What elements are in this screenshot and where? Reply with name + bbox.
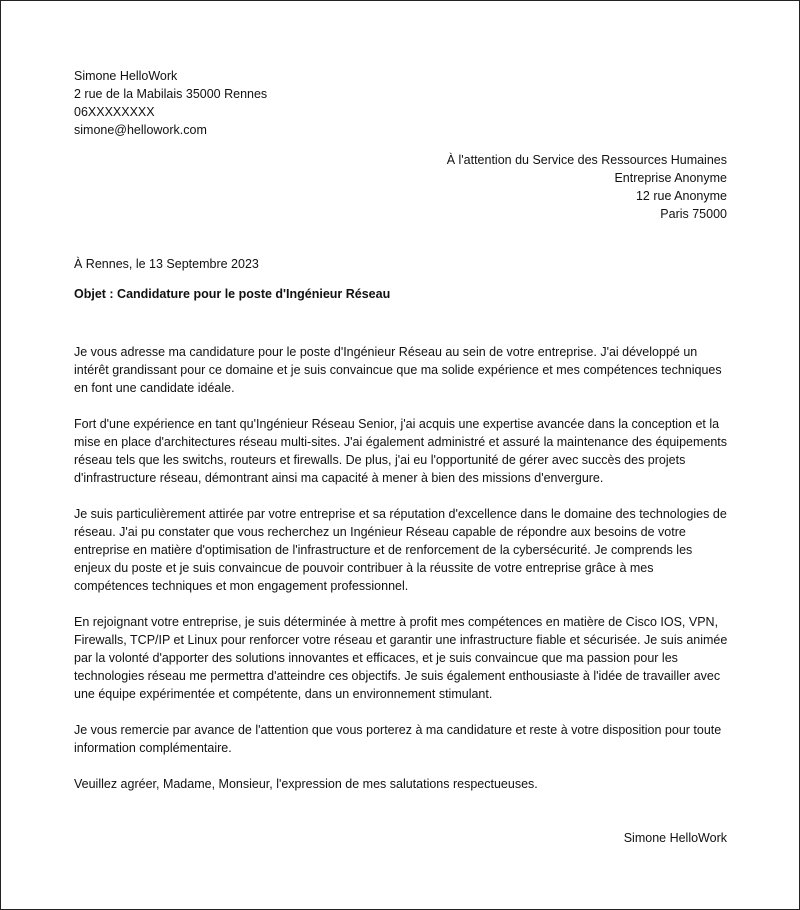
sender-address: 2 rue de la Mabilais 35000 Rennes: [74, 87, 268, 101]
sender-phone: 06XXXXXXXX: [74, 105, 155, 119]
sender-name: Simone HelloWork: [74, 69, 178, 83]
body-paragraph: Fort d'une expérience en tant qu'Ingénieur Réseau Senior, j'ai acquis une expertise avancée dans la conception et la mise en place d'architectures réseau multi-sites. J'ai également administré et assuré la maintenance des équipements réseau tels que les switchs, routeurs et firewalls. De plus, j'ai eu l'opportunité de gérer avec succès des projets d'infrastructure réseau, démontrant ainsi ma capacité à mener à bien des missions d'envergure.: [74, 417, 728, 485]
date-line: À Rennes, le 13 Septembre 2023: [74, 257, 259, 271]
recipient-street: 12 rue Anonyme: [635, 189, 727, 203]
sender-email: simone@hellowork.com: [74, 123, 207, 137]
body-paragraph: Je suis particulièrement attirée par votre entreprise et sa réputation d'excellence dans le domaine des technologies de réseau. J'ai pu constater que vous recherchez un Ingénieur Réseau capable de répondre aux besoins de votre entreprise en matière d'optimisation de l'infrastructure et de renforcement de la cybersécurité. Je comprends les enjeux du poste et je suis convaincue de pouvoir contribuer à la réussite de votre entreprise grâce à mes compétences techniques et mon engagement professionnel.: [74, 507, 727, 593]
letter-body: [74, 343, 730, 793]
recipient-company: Entreprise Anonyme: [614, 171, 727, 185]
body-paragraph: En rejoignant votre entreprise, je suis déterminée à mettre à profit mes compétences en matière de Cisco IOS, VPN, Firewalls, TCP/IP et Linux pour renforcer votre réseau et garantir une infrastructure fiable et sécurisée. Je suis animée par la volonté d'apporter des solutions innovantes et efficaces, et je suis convaincue que ma passion pour les technologies réseau me permettra d'atteindre ces objectifs. Je suis également enthousiaste à l'idée de travailler avec une équipe expérimentée et compétente, dans un environnement stimulant.: [74, 615, 728, 701]
recipient-city: Paris 75000: [660, 207, 727, 221]
closing-paragraph: Veuillez agréer, Madame, Monsieur, l'expression de mes salutations respectueuses.: [74, 777, 538, 791]
body-paragraph: Je vous adresse ma candidature pour le poste d'Ingénieur Réseau au sein de votre entreprise. J'ai développé un intérêt grandissant pour ce domaine et je suis convaincue que ma solide expérience et mes compétences techniques en font une candidate idéale.: [74, 345, 722, 395]
sender-block: [74, 67, 267, 139]
subject-line: Objet : Candidature pour le poste d'Ingénieur Réseau: [74, 287, 391, 301]
body-paragraph: Je vous remercie par avance de l'attention que vous porterez à ma candidature et reste à votre disposition pour toute information complémentaire.: [74, 723, 722, 755]
recipient-block: [447, 151, 727, 223]
signature: Simone HelloWork: [623, 831, 727, 845]
recipient-attention: À l'attention du Service des Ressources Humaines: [446, 153, 727, 167]
